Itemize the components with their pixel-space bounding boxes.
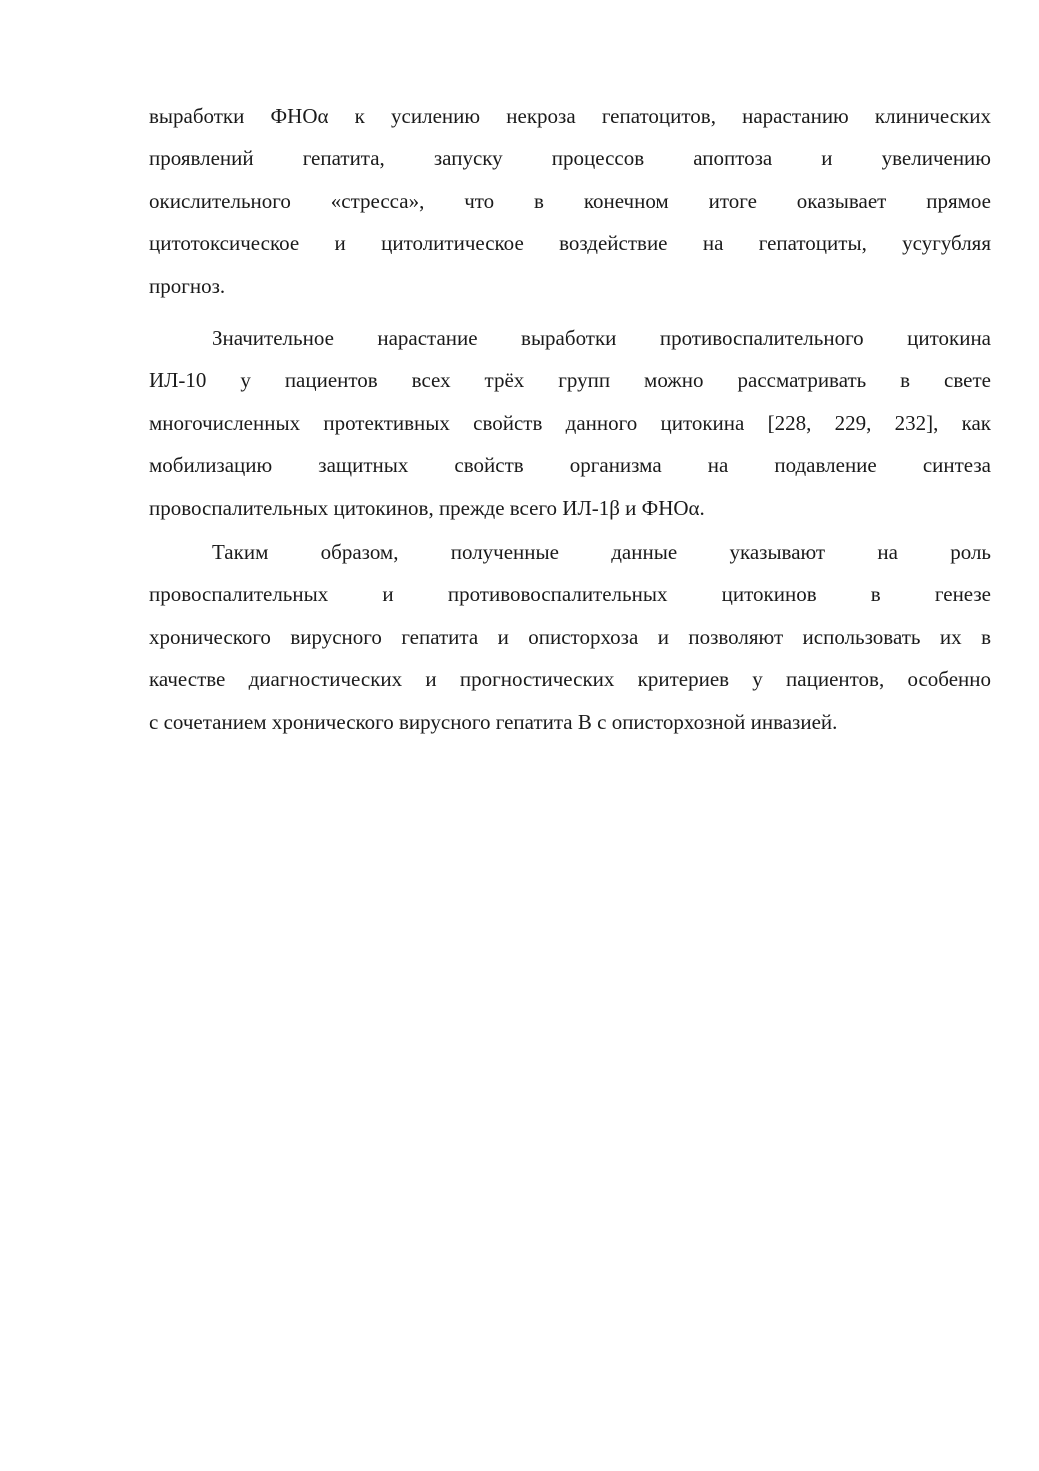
paragraph-2-line-3: многочисленных протективных свойств данного цитокина [228, 229, 232], как (149, 410, 991, 435)
paragraph-3 (149, 531, 991, 743)
paragraph-2-line-4: мобилизацию защитных свойств организма на подавление синтеза (149, 453, 991, 478)
paragraph-2-line-5: провоспалительных цитокинов, прежде всего ИЛ-1β и ФНОα. (149, 495, 705, 520)
paragraph-1-line-3: окислительного «стресса», что в конечном итоге оказывает прямое (149, 188, 991, 213)
paragraph-2 (149, 317, 991, 529)
paragraph-3-line-3: хронического вирусного гепатита и описторхоза и позволяют использовать их в (149, 624, 991, 649)
paragraph-3-line-2: провоспалительных и противовоспалительных цитокинов в генезе (149, 582, 991, 607)
paragraph-3-line-1: Таким образом, полученные данные указывают на роль (212, 540, 991, 564)
paragraph-1 (149, 95, 991, 307)
paragraph-2-line-1: Значительное нарастание выработки противоспалительного цитокина (212, 326, 991, 350)
paragraph-3-line-5: с сочетанием хронического вирусного гепатита В с описторхозной инвазией. (149, 709, 838, 734)
paragraph-3-line-4: качестве диагностических и прогностических критериев у пациентов, особенно (149, 667, 991, 692)
paragraph-2-line-2: ИЛ-10 у пациентов всех трёх групп можно рассматривать в свете (149, 368, 991, 393)
paragraph-1-line-5: прогноз. (149, 273, 226, 298)
paragraph-1-line-4: цитотоксическое и цитолитическое воздействие на гепатоциты, усугубляя (149, 231, 991, 256)
paragraph-1-line-2: проявлений гепатита, запуску процессов апоптоза и увеличению (149, 146, 991, 171)
paragraph-1-line-1: выработки ФНОα к усилению некроза гепатоцитов, нарастанию клинических (149, 104, 991, 128)
